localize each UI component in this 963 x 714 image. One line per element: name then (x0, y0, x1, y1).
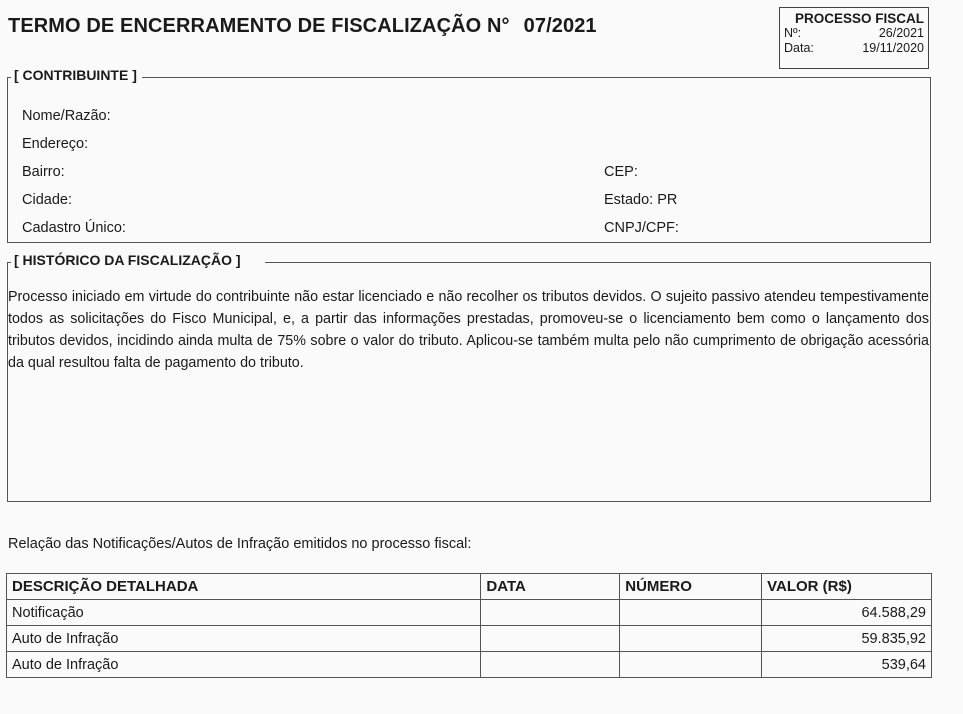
table-row (7, 652, 932, 678)
historico-text: Processo iniciado em virtude do contribuinte não estar licenciado e não recolher os tributos devidos. O sujeito passivo atendeu tempestivamente todos as solicitações do Fisco Municipal, e, a partir das informações prestadas, promoveu-se o licenciamento bem como o lançamento dos tributos devidos, incidindo ainda multa de 75% sobre o valor do tributo. Aplicou-se também multa pelo não cumprimento de obrigação acessória da qual resultou falta de pagamento do tributo. (8, 289, 929, 371)
nome-label: Nome/Razão: (22, 108, 111, 124)
table-header-row (7, 574, 932, 600)
notificacoes-table (6, 573, 932, 678)
contribuinte-legend: [ CONTRIBUINTE ] (11, 67, 142, 83)
cell-data (481, 652, 620, 678)
processo-num-value: 26/2021 (878, 26, 924, 40)
cell-descricao: Auto de Infração (7, 652, 481, 678)
processo-num-label: Nº: (784, 26, 802, 40)
cnpj-label: CNPJ/CPF: (604, 220, 679, 236)
estado-label: Estado: PR (604, 192, 678, 208)
processo-date-label: Data: (784, 41, 814, 55)
relacao-caption: Relação das Notificações/Autos de Infração emitidos no processo fiscal: (8, 536, 472, 552)
cell-data (481, 600, 620, 626)
cell-valor: 539,64 (762, 652, 932, 678)
cep-label: CEP: (604, 164, 638, 180)
document-title (8, 15, 597, 38)
cell-numero (620, 652, 762, 678)
cell-numero (620, 626, 762, 652)
title-text: TERMO DE ENCERRAMENTO DE FISCALIZAÇÃO N° (8, 15, 510, 37)
cadastro-label: Cadastro Único: (22, 220, 126, 236)
processo-fiscal-label: PROCESSO FISCAL (794, 11, 924, 26)
col-header-valor: VALOR (R$) (762, 574, 932, 600)
cell-numero (620, 600, 762, 626)
table-row (7, 626, 932, 652)
cell-valor: 64.588,29 (762, 600, 932, 626)
cidade-label: Cidade: (22, 192, 72, 208)
contribuinte-section (7, 77, 931, 243)
endereco-label: Endereço: (22, 136, 89, 152)
table-row (7, 600, 932, 626)
processo-date-value: 19/11/2020 (862, 41, 924, 55)
processo-fiscal-box (779, 7, 929, 69)
col-header-numero: NÚMERO (620, 574, 762, 600)
cell-data (481, 626, 620, 652)
historico-legend: [ HISTÓRICO DA FISCALIZAÇÃO ] (11, 252, 265, 268)
cell-valor: 59.835,92 (762, 626, 932, 652)
title-number: 07/2021 (523, 15, 597, 37)
cell-descricao: Notificação (7, 600, 481, 626)
col-header-descricao: DESCRIÇÃO DETALHADA (7, 574, 481, 600)
cell-descricao: Auto de Infração (7, 626, 481, 652)
col-header-data: DATA (481, 574, 620, 600)
bairro-label: Bairro: (22, 164, 65, 180)
